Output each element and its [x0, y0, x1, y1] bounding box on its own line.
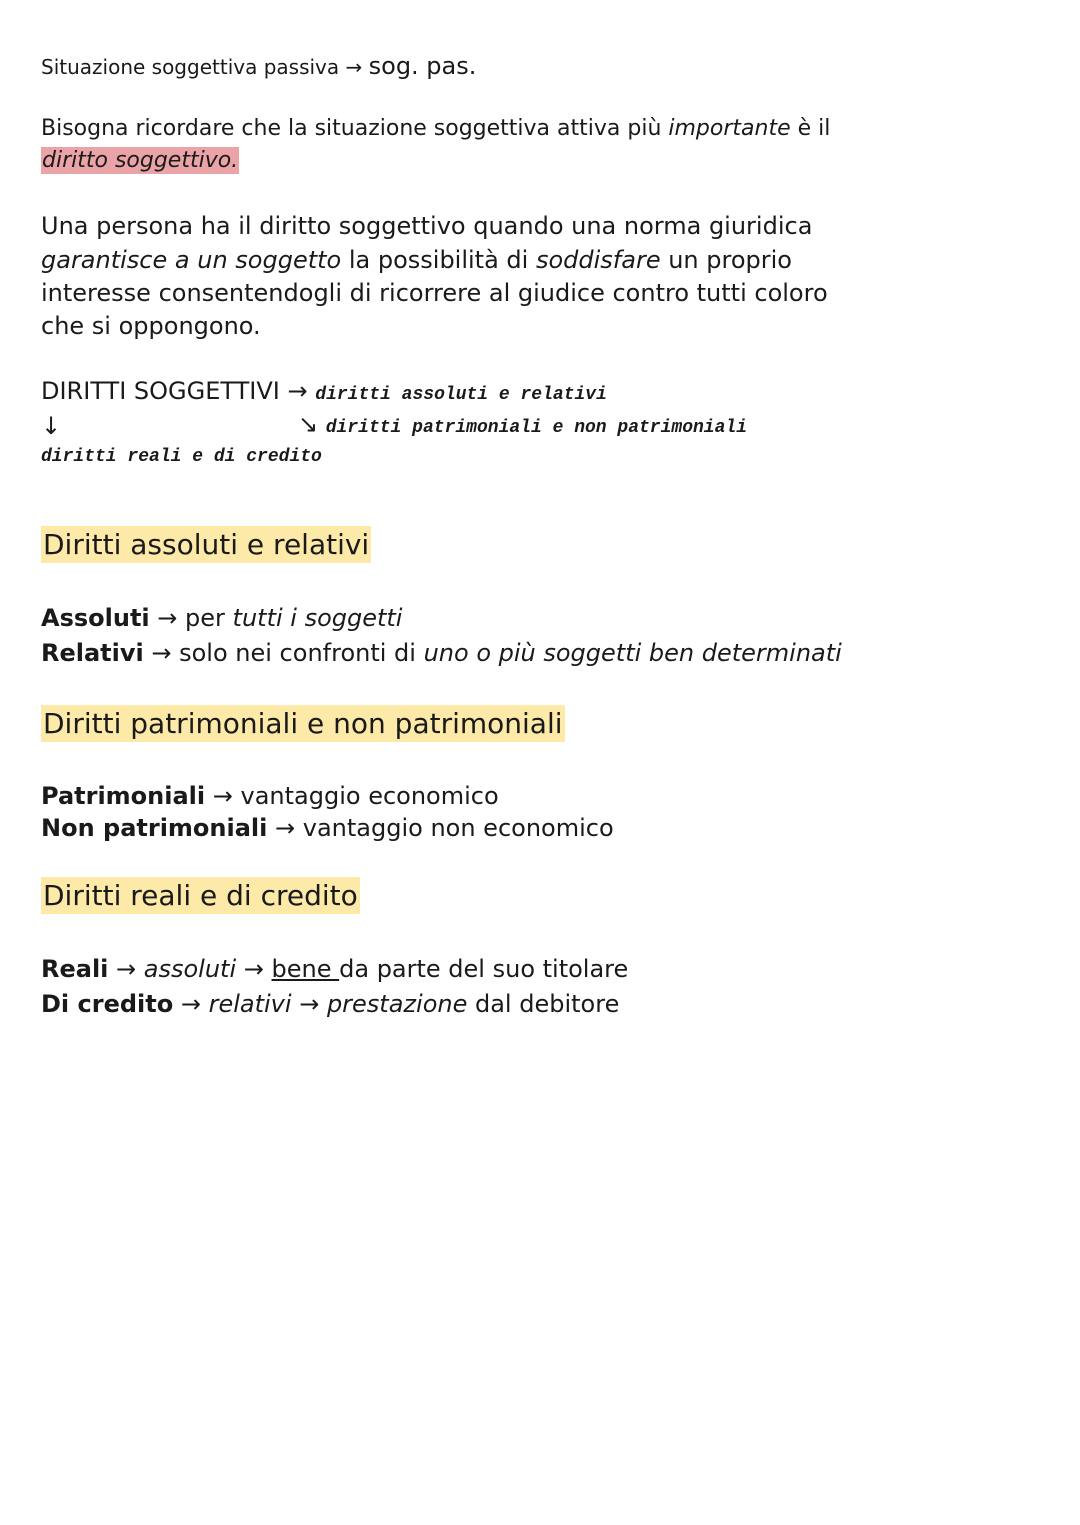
absolute-row	[41, 604, 402, 632]
section-heading-patrimonial	[41, 707, 565, 740]
text-segment: dal debitore	[467, 990, 620, 1018]
underlined-text: bene	[271, 955, 340, 983]
paragraph-2-line-2	[41, 246, 792, 274]
schema-root-line	[41, 377, 607, 405]
text-segment: →	[291, 990, 327, 1018]
emphasis-text: assoluti	[143, 955, 237, 983]
text-segment: Bisogna ricordare che la situazione soggettiva attiva più	[41, 116, 669, 141]
paragraph-1-line-2	[41, 148, 239, 173]
text-segment: è il	[790, 116, 831, 141]
arrow-right-icon: →	[287, 377, 308, 405]
passive-situation-abbr: sog. pas.	[368, 52, 477, 80]
arrow-right-icon: →	[345, 55, 363, 79]
emphasis-text: soddisfare	[535, 246, 661, 274]
term-label: Di credito	[41, 990, 174, 1018]
text-segment: →	[108, 955, 144, 983]
paragraph-2-line-1: Una persona ha il diritto soggettivo quando una norma giuridica	[41, 212, 813, 240]
text-segment: da parte del suo titolare	[339, 955, 629, 983]
section-heading-real-credit	[41, 879, 360, 912]
section-title: Diritti reali e di credito	[43, 879, 358, 912]
arrow-down-icon: ↓	[41, 412, 62, 440]
relative-row	[41, 639, 842, 667]
text-segment: → vantaggio non economico	[267, 814, 614, 842]
patrimonial-row	[41, 782, 499, 810]
emphasis-text: importante	[668, 116, 791, 141]
emphasis-text: relativi	[208, 990, 292, 1018]
highlighted-term: diritto soggettivo.	[42, 148, 239, 173]
schema-branch-absolute-relative: diritti assoluti e relativi	[315, 385, 607, 405]
section-title: Diritti patrimoniali e non patrimoniali	[43, 707, 563, 740]
text-segment: un proprio	[660, 246, 792, 274]
emphasis-text: garantisce a un soggetto	[41, 246, 342, 274]
schema-branch-patrimonial: diritti patrimoniali e non patrimoniali	[325, 418, 748, 438]
term-label: Assoluti	[41, 604, 150, 632]
text-segment: →	[173, 990, 209, 1018]
paragraph-2-line-3: interesse consentendogli di ricorrere al giudice contro tutti coloro	[41, 279, 828, 307]
paragraph-2-line-4: che si oppongono.	[41, 312, 261, 340]
schema-root: DIRITTI SOGGETTIVI	[41, 377, 280, 405]
emphasis-text: prestazione	[326, 990, 468, 1018]
section-title: Diritti assoluti e relativi	[43, 528, 370, 561]
text-segment: → vantaggio economico	[205, 782, 499, 810]
text-segment: → per	[149, 604, 233, 632]
schema-branch-real-credit: diritti reali e di credito	[41, 447, 322, 467]
real-row	[41, 955, 628, 983]
text-segment: la possibilità di	[341, 246, 536, 274]
non-patrimonial-row	[41, 814, 614, 842]
term-label: Non patrimoniali	[41, 814, 268, 842]
paragraph-1-line-1	[41, 116, 830, 141]
text-segment: → solo nei confronti di	[143, 639, 424, 667]
credit-row	[41, 990, 619, 1018]
term-label: Relativi	[41, 639, 144, 667]
term-label: Reali	[41, 955, 109, 983]
term-label: Patrimoniali	[41, 782, 206, 810]
passive-situation-line	[41, 52, 476, 80]
schema-branch-2-line	[298, 410, 747, 438]
passive-situation-label: Situazione soggettiva passiva	[41, 55, 340, 79]
section-heading-absolute-relative	[41, 528, 371, 561]
arrow-diagonal-icon: ↘	[298, 410, 319, 438]
emphasis-text: tutti i soggetti	[232, 604, 403, 632]
text-segment: →	[236, 955, 272, 983]
emphasis-text: uno o più soggetti ben determinati	[423, 639, 842, 667]
